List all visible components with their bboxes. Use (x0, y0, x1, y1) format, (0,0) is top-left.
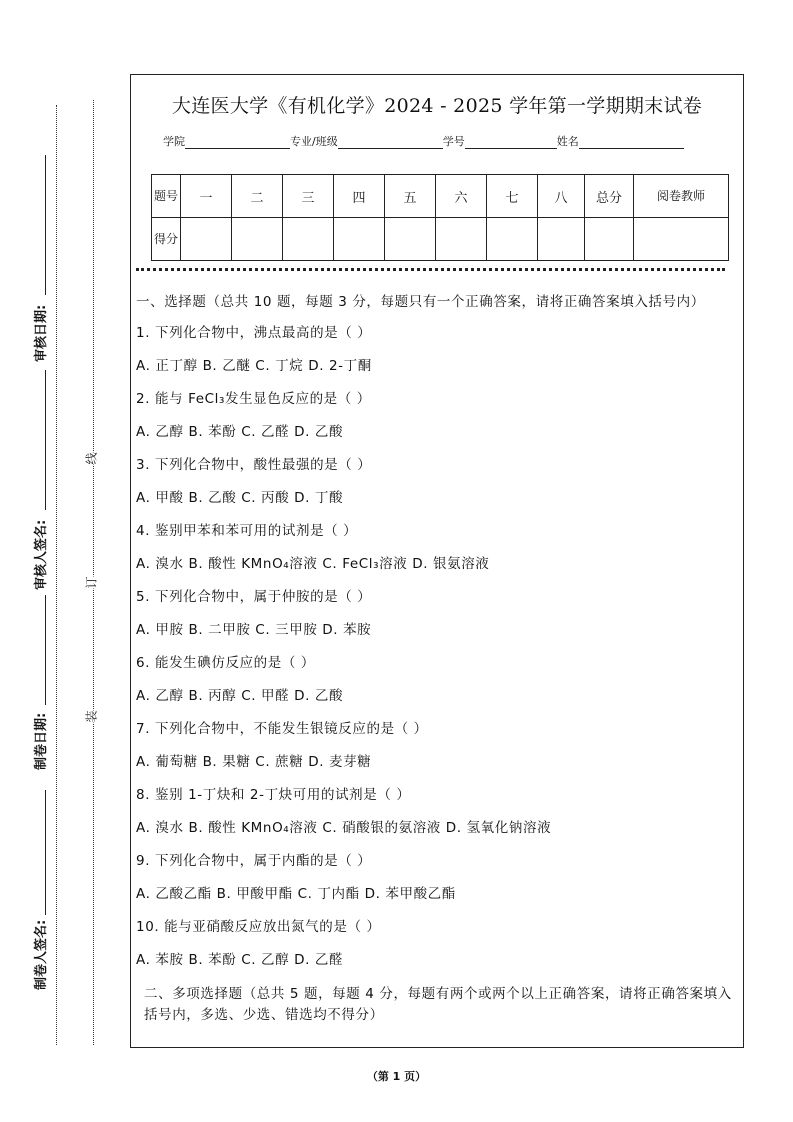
binding-char-line: 线 (81, 452, 102, 464)
options-7: A. 葡萄糖 B. 果糖 C. 蔗糖 D. 麦芽糖 (136, 754, 372, 770)
question-2: 2. 能与 FeCl₃发生显色反应的是（ ） (136, 391, 371, 407)
score-cell-6[interactable] (436, 218, 487, 261)
question-4: 4. 鉴别甲苯和苯可用的试剂是（ ） (136, 523, 358, 539)
exam-title: 大连医大学《有机化学》2024 - 2025 学年第一学期期末试卷 (171, 95, 703, 117)
name-input[interactable] (579, 136, 684, 149)
question-10: 10. 能与亚硝酸反应放出氮气的是（ ） (136, 919, 381, 935)
score-cell-3[interactable] (283, 218, 334, 261)
question-3: 3. 下列化合物中，酸性最强的是（ ） (136, 457, 372, 473)
signature-line-prepare-date (45, 595, 46, 705)
question-6: 6. 能发生碘仿反应的是（ ） (136, 655, 315, 671)
score-header-3: 三 (283, 175, 334, 218)
options-2: A. 乙醇 B. 苯酚 C. 乙醛 D. 乙酸 (136, 424, 344, 440)
preparer-signature-label: 制卷人签名: (34, 919, 49, 990)
question-9: 9. 下列化合物中，属于内酯的是（ ） (136, 853, 372, 869)
options-1: A. 正丁醇 B. 乙醚 C. 丁烷 D. 2-丁酮 (136, 358, 372, 374)
score-header-4: 四 (334, 175, 385, 218)
options-8: A. 溴水 B. 酸性 KMnO₄溶液 C. 硝酸银的氨溶液 D. 氢氧化钠溶液 (136, 820, 552, 836)
score-header-6: 六 (436, 175, 487, 218)
score-header-8: 八 (538, 175, 585, 218)
score-header-total: 总分 (585, 175, 634, 218)
score-table (151, 174, 729, 261)
signature-line-reviewer (45, 370, 46, 510)
score-cell-8[interactable] (538, 218, 585, 261)
score-header-5: 五 (385, 175, 436, 218)
binding-dotted-line-outer (56, 105, 57, 1045)
score-header-grader: 阅卷教师 (634, 175, 729, 218)
signature-line-review-date (45, 155, 46, 295)
field-label-college: 学院 (163, 135, 185, 148)
field-label-name: 姓名 (556, 135, 579, 148)
question-5: 5. 下列化合物中，属于仲胺的是（ ） (136, 589, 372, 605)
score-cell-7[interactable] (487, 218, 538, 261)
options-10: A. 苯胺 B. 苯酚 C. 乙醇 D. 乙醛 (136, 952, 344, 968)
score-header-7: 七 (487, 175, 538, 218)
options-6: A. 乙醇 B. 丙醇 C. 甲醛 D. 乙酸 (136, 688, 344, 704)
section2-heading: 二、多项选择题（总共 5 题，每题 4 分，每题有两个或两个以上正确答案，请将正确答案填入括号内，多选、少选、错选均不得分） (144, 986, 732, 1023)
field-label-student-id: 学号 (442, 135, 465, 148)
options-4: A. 溴水 B. 酸性 KMnO₄溶液 C. FeCl₃溶液 D. 银氨溶液 (136, 556, 490, 572)
exam-content (136, 292, 737, 1026)
question-8: 8. 鉴别 1-丁炔和 2-丁炔可用的试剂是（ ） (136, 787, 411, 803)
question-1: 1. 下列化合物中，沸点最高的是（ ） (136, 325, 372, 341)
options-5: A. 甲胺 B. 二甲胺 C. 三甲胺 D. 苯胺 (136, 622, 372, 638)
options-9: A. 乙酸乙酯 B. 甲酸甲酯 C. 丁内酯 D. 苯甲酸乙酯 (136, 886, 456, 902)
dotted-separator (136, 268, 725, 271)
score-cell-4[interactable] (334, 218, 385, 261)
student-info-row (163, 133, 684, 149)
score-header-2: 二 (232, 175, 283, 218)
score-row-label: 得分 (152, 218, 181, 261)
score-header-1: 一 (181, 175, 232, 218)
score-header-question-no: 题号 (152, 175, 181, 218)
student-id-input[interactable] (465, 136, 557, 149)
prepare-date-label: 制卷日期: (34, 712, 49, 770)
section1-heading: 一、选择题（总共 10 题，每题 3 分，每题只有一个正确答案，请将正确答案填入括号内） (136, 294, 705, 310)
review-date-label: 审核日期: (34, 304, 49, 362)
major-class-input[interactable] (338, 136, 443, 149)
reviewer-signature-label: 审核人签名: (34, 519, 49, 590)
score-cell-total[interactable] (585, 218, 634, 261)
exam-frame (130, 74, 744, 1048)
score-cell-2[interactable] (232, 218, 283, 261)
binding-dotted-line-inner (93, 100, 94, 1045)
binding-char-staple: 订 (81, 576, 102, 588)
signature-line-preparer (45, 790, 46, 915)
page-number: （第 1 页） (366, 1070, 427, 1083)
options-3: A. 甲酸 B. 乙酸 C. 丙酸 D. 丁酸 (136, 490, 344, 506)
score-cell-5[interactable] (385, 218, 436, 261)
binding-char-bind: 装 (81, 710, 102, 722)
score-cell-1[interactable] (181, 218, 232, 261)
question-7: 7. 下列化合物中，不能发生银镜反应的是（ ） (136, 721, 428, 737)
field-label-major-class: 专业/班级 (290, 135, 338, 148)
score-cell-grader[interactable] (634, 218, 729, 261)
college-input[interactable] (185, 136, 290, 149)
